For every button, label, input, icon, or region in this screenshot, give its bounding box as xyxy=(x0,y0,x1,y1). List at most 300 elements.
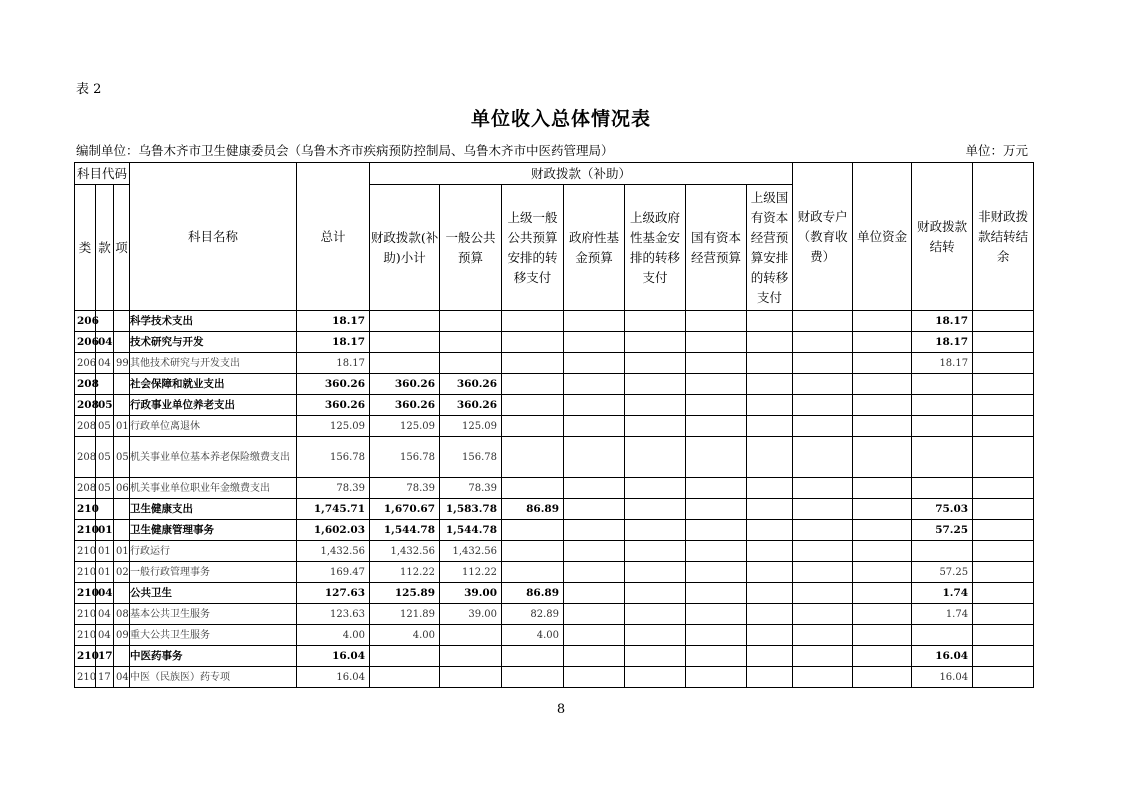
cell-col-9 xyxy=(853,437,912,478)
cell-col-1: 360.26 xyxy=(370,374,440,395)
cell-total: 18.17 xyxy=(297,332,370,353)
cell-col-2: 112.22 xyxy=(440,562,502,583)
cell-subject-name: 中医（民族医）药专项 xyxy=(130,667,297,688)
cell-xiang xyxy=(114,520,130,541)
cell-col-7 xyxy=(747,416,793,437)
cell-lei: 210 xyxy=(75,667,96,688)
cell-col-2 xyxy=(440,646,502,667)
cell-col-11 xyxy=(973,395,1034,416)
cell-subject-name: 一般行政管理事务 xyxy=(130,562,297,583)
cell-col-6 xyxy=(686,353,747,374)
cell-col-11 xyxy=(973,416,1034,437)
cell-col-3 xyxy=(502,374,564,395)
cell-col-9 xyxy=(853,646,912,667)
table-row xyxy=(75,562,1034,583)
cell-col-8 xyxy=(793,625,853,646)
cell-subject-name: 公共卫生 xyxy=(130,583,297,604)
cell-col-2: 1,432.56 xyxy=(440,541,502,562)
cell-col-2: 78.39 xyxy=(440,478,502,499)
cell-col-10 xyxy=(912,374,973,395)
cell-total: 1,602.03 xyxy=(297,520,370,541)
cell-col-10: 1.74 xyxy=(912,604,973,625)
cell-col-8 xyxy=(793,604,853,625)
cell-col-6 xyxy=(686,332,747,353)
cell-col-7 xyxy=(747,562,793,583)
cell-col-8 xyxy=(793,311,853,332)
cell-col-10: 57.25 xyxy=(912,562,973,583)
cell-col-5 xyxy=(625,499,686,520)
cell-total: 1,745.71 xyxy=(297,499,370,520)
cell-col-5 xyxy=(625,332,686,353)
cell-col-2: 1,544.78 xyxy=(440,520,502,541)
header-general-budget: 一般公共预算 xyxy=(440,185,502,311)
cell-col-9 xyxy=(853,311,912,332)
cell-xiang xyxy=(114,646,130,667)
cell-col-4 xyxy=(564,625,625,646)
table-row xyxy=(75,416,1034,437)
table-row xyxy=(75,541,1034,562)
cell-col-1: 4.00 xyxy=(370,625,440,646)
cell-col-1: 360.26 xyxy=(370,395,440,416)
cell-col-8 xyxy=(793,646,853,667)
cell-col-10 xyxy=(912,416,973,437)
cell-col-4 xyxy=(564,437,625,478)
cell-col-9 xyxy=(853,353,912,374)
cell-col-3 xyxy=(502,646,564,667)
cell-lei: 210 xyxy=(75,625,96,646)
cell-col-1: 112.22 xyxy=(370,562,440,583)
cell-lei: 208 xyxy=(75,395,96,416)
cell-col-7 xyxy=(747,437,793,478)
cell-col-4 xyxy=(564,332,625,353)
cell-lei: 210 xyxy=(75,520,96,541)
cell-col-6 xyxy=(686,478,747,499)
cell-subject-name: 技术研究与开发 xyxy=(130,332,297,353)
cell-col-9 xyxy=(853,374,912,395)
cell-col-7 xyxy=(747,311,793,332)
cell-col-2: 39.00 xyxy=(440,604,502,625)
cell-total: 16.04 xyxy=(297,667,370,688)
cell-col-5 xyxy=(625,583,686,604)
cell-col-10: 75.03 xyxy=(912,499,973,520)
cell-col-7 xyxy=(747,353,793,374)
cell-xiang xyxy=(114,332,130,353)
cell-col-4 xyxy=(564,311,625,332)
cell-kuan: 01 xyxy=(96,541,114,562)
cell-col-11 xyxy=(973,353,1034,374)
cell-col-9 xyxy=(853,541,912,562)
cell-lei: 208 xyxy=(75,437,96,478)
header-subject-name: 科目名称 xyxy=(130,163,297,311)
cell-col-3 xyxy=(502,332,564,353)
cell-col-3 xyxy=(502,416,564,437)
cell-col-2: 360.26 xyxy=(440,395,502,416)
cell-xiang: 06 xyxy=(114,478,130,499)
cell-col-2: 39.00 xyxy=(440,583,502,604)
cell-lei: 210 xyxy=(75,499,96,520)
cell-col-6 xyxy=(686,604,747,625)
cell-col-6 xyxy=(686,499,747,520)
cell-col-1 xyxy=(370,646,440,667)
table-body xyxy=(75,311,1034,688)
cell-col-10 xyxy=(912,541,973,562)
cell-kuan: 05 xyxy=(96,416,114,437)
cell-col-6 xyxy=(686,583,747,604)
cell-col-3 xyxy=(502,311,564,332)
cell-col-6 xyxy=(686,646,747,667)
cell-col-8 xyxy=(793,667,853,688)
cell-col-2 xyxy=(440,667,502,688)
table-number: 表 2 xyxy=(76,82,102,97)
cell-col-10: 18.17 xyxy=(912,332,973,353)
cell-col-5 xyxy=(625,541,686,562)
cell-xiang: 08 xyxy=(114,604,130,625)
cell-col-7 xyxy=(747,583,793,604)
cell-col-11 xyxy=(973,541,1034,562)
cell-subject-name: 科学技术支出 xyxy=(130,311,297,332)
cell-total: 123.63 xyxy=(297,604,370,625)
cell-col-7 xyxy=(747,646,793,667)
cell-col-6 xyxy=(686,437,747,478)
cell-col-4 xyxy=(564,395,625,416)
cell-col-10: 18.17 xyxy=(912,311,973,332)
cell-col-11 xyxy=(973,583,1034,604)
cell-col-8 xyxy=(793,541,853,562)
cell-col-1: 121.89 xyxy=(370,604,440,625)
table-row xyxy=(75,353,1034,374)
cell-kuan: 05 xyxy=(96,478,114,499)
cell-col-4 xyxy=(564,520,625,541)
cell-lei: 206 xyxy=(75,332,96,353)
cell-col-4 xyxy=(564,604,625,625)
cell-xiang xyxy=(114,499,130,520)
header-upper-gov-fund: 上级政府性基金安排的转移支付 xyxy=(625,185,686,311)
income-table xyxy=(74,162,1034,688)
cell-col-8 xyxy=(793,520,853,541)
cell-col-9 xyxy=(853,395,912,416)
cell-xiang xyxy=(114,583,130,604)
cell-col-5 xyxy=(625,353,686,374)
table-row xyxy=(75,437,1034,478)
cell-xiang: 01 xyxy=(114,416,130,437)
cell-col-1: 78.39 xyxy=(370,478,440,499)
page-title: 单位收入总体情况表 xyxy=(470,108,651,130)
cell-col-11 xyxy=(973,562,1034,583)
cell-kuan: 01 xyxy=(96,520,114,541)
header-upper-state-capital: 上级国有资本经营预算安排的转移支付 xyxy=(747,185,793,311)
cell-col-6 xyxy=(686,311,747,332)
cell-total: 4.00 xyxy=(297,625,370,646)
cell-col-11 xyxy=(973,437,1034,478)
cell-col-10: 18.17 xyxy=(912,353,973,374)
header-state-capital: 国有资本经营预算 xyxy=(686,185,747,311)
cell-col-9 xyxy=(853,625,912,646)
cell-col-10 xyxy=(912,625,973,646)
cell-col-9 xyxy=(853,604,912,625)
cell-lei: 210 xyxy=(75,583,96,604)
cell-col-2: 125.09 xyxy=(440,416,502,437)
cell-col-2: 1,583.78 xyxy=(440,499,502,520)
table-row xyxy=(75,625,1034,646)
table-row xyxy=(75,374,1034,395)
cell-kuan: 05 xyxy=(96,437,114,478)
cell-col-3 xyxy=(502,667,564,688)
cell-col-9 xyxy=(853,520,912,541)
cell-subject-name: 中医药事务 xyxy=(130,646,297,667)
cell-col-2: 360.26 xyxy=(440,374,502,395)
cell-col-5 xyxy=(625,374,686,395)
cell-col-1: 1,670.67 xyxy=(370,499,440,520)
cell-col-7 xyxy=(747,499,793,520)
cell-col-6 xyxy=(686,562,747,583)
cell-col-1 xyxy=(370,332,440,353)
cell-col-8 xyxy=(793,332,853,353)
header-nonfiscal-carryover: 非财政拨款结转结余 xyxy=(973,163,1034,311)
cell-lei: 208 xyxy=(75,416,96,437)
cell-col-9 xyxy=(853,478,912,499)
cell-col-7 xyxy=(747,625,793,646)
cell-col-4 xyxy=(564,562,625,583)
cell-col-9 xyxy=(853,667,912,688)
cell-col-5 xyxy=(625,667,686,688)
cell-kuan: 01 xyxy=(96,562,114,583)
cell-subject-name: 行政运行 xyxy=(130,541,297,562)
table-row xyxy=(75,332,1034,353)
cell-col-11 xyxy=(973,499,1034,520)
header-lei: 类 xyxy=(75,185,96,311)
cell-col-3 xyxy=(502,520,564,541)
cell-col-6 xyxy=(686,667,747,688)
cell-col-2 xyxy=(440,353,502,374)
cell-kuan: 05 xyxy=(96,395,114,416)
cell-xiang: 09 xyxy=(114,625,130,646)
cell-col-10: 16.04 xyxy=(912,667,973,688)
cell-subject-name: 行政单位离退休 xyxy=(130,416,297,437)
cell-total: 360.26 xyxy=(297,374,370,395)
cell-lei: 210 xyxy=(75,646,96,667)
cell-col-3 xyxy=(502,395,564,416)
cell-lei: 208 xyxy=(75,374,96,395)
cell-col-1 xyxy=(370,353,440,374)
cell-total: 18.17 xyxy=(297,353,370,374)
cell-xiang: 01 xyxy=(114,541,130,562)
cell-col-11 xyxy=(973,646,1034,667)
cell-total: 78.39 xyxy=(297,478,370,499)
cell-col-10: 16.04 xyxy=(912,646,973,667)
cell-col-5 xyxy=(625,520,686,541)
cell-lei: 206 xyxy=(75,353,96,374)
cell-col-5 xyxy=(625,646,686,667)
cell-col-8 xyxy=(793,499,853,520)
cell-col-9 xyxy=(853,583,912,604)
cell-col-11 xyxy=(973,311,1034,332)
cell-col-3 xyxy=(502,478,564,499)
cell-col-3: 82.89 xyxy=(502,604,564,625)
cell-kuan: 04 xyxy=(96,332,114,353)
table-row xyxy=(75,646,1034,667)
cell-col-8 xyxy=(793,374,853,395)
page-number: 8 xyxy=(556,702,566,717)
cell-col-6 xyxy=(686,416,747,437)
cell-col-10 xyxy=(912,437,973,478)
cell-col-7 xyxy=(747,520,793,541)
table-row xyxy=(75,311,1034,332)
cell-xiang: 05 xyxy=(114,437,130,478)
cell-col-8 xyxy=(793,353,853,374)
cell-col-11 xyxy=(973,667,1034,688)
cell-col-11 xyxy=(973,332,1034,353)
cell-col-1: 1,432.56 xyxy=(370,541,440,562)
cell-total: 1,432.56 xyxy=(297,541,370,562)
cell-col-4 xyxy=(564,416,625,437)
header-fiscal-group: 财政拨款（补助） xyxy=(370,163,793,185)
cell-xiang xyxy=(114,395,130,416)
cell-col-9 xyxy=(853,499,912,520)
cell-col-3 xyxy=(502,437,564,478)
cell-col-7 xyxy=(747,374,793,395)
cell-col-5 xyxy=(625,604,686,625)
cell-col-10 xyxy=(912,478,973,499)
header-fiscal-carryover: 财政拨款结转 xyxy=(912,163,973,311)
cell-col-6 xyxy=(686,520,747,541)
cell-col-10: 1.74 xyxy=(912,583,973,604)
cell-col-1: 125.89 xyxy=(370,583,440,604)
header-gov-fund: 政府性基金预算 xyxy=(564,185,625,311)
cell-col-5 xyxy=(625,437,686,478)
cell-col-3 xyxy=(502,562,564,583)
cell-col-5 xyxy=(625,395,686,416)
header-upper-general: 上级一般公共预算安排的转移支付 xyxy=(502,185,564,311)
cell-lei: 206 xyxy=(75,311,96,332)
cell-col-3 xyxy=(502,541,564,562)
cell-col-5 xyxy=(625,562,686,583)
cell-col-4 xyxy=(564,374,625,395)
cell-col-2 xyxy=(440,311,502,332)
cell-kuan: 04 xyxy=(96,604,114,625)
cell-col-11 xyxy=(973,478,1034,499)
cell-subject-name: 行政事业单位养老支出 xyxy=(130,395,297,416)
header-total: 总计 xyxy=(297,163,370,311)
cell-col-8 xyxy=(793,478,853,499)
cell-col-5 xyxy=(625,625,686,646)
cell-xiang xyxy=(114,374,130,395)
cell-col-1: 1,544.78 xyxy=(370,520,440,541)
cell-col-7 xyxy=(747,667,793,688)
organization-label: 编制单位：乌鲁木齐市卫生健康委员会（乌鲁木齐市疾病预防控制局、乌鲁木齐市中医药管理局） xyxy=(76,143,614,158)
header-fiscal-subtotal: 财政拨款(补助)小计 xyxy=(370,185,440,311)
cell-col-4 xyxy=(564,667,625,688)
cell-col-1 xyxy=(370,311,440,332)
cell-lei: 210 xyxy=(75,562,96,583)
table-row xyxy=(75,667,1034,688)
cell-col-8 xyxy=(793,562,853,583)
cell-kuan: 17 xyxy=(96,667,114,688)
cell-col-6 xyxy=(686,374,747,395)
unit-label: 单位：万元 xyxy=(965,143,1028,158)
cell-col-7 xyxy=(747,332,793,353)
table-row xyxy=(75,395,1034,416)
cell-subject-name: 基本公共卫生服务 xyxy=(130,604,297,625)
cell-col-7 xyxy=(747,541,793,562)
cell-total: 360.26 xyxy=(297,395,370,416)
cell-col-11 xyxy=(973,374,1034,395)
cell-lei: 210 xyxy=(75,541,96,562)
header-unit-funds: 单位资金 xyxy=(853,163,912,311)
cell-col-8 xyxy=(793,416,853,437)
cell-lei: 208 xyxy=(75,478,96,499)
cell-total: 16.04 xyxy=(297,646,370,667)
cell-col-2 xyxy=(440,332,502,353)
cell-subject-name: 卫生健康支出 xyxy=(130,499,297,520)
cell-total: 18.17 xyxy=(297,311,370,332)
cell-col-6 xyxy=(686,541,747,562)
table-row xyxy=(75,478,1034,499)
table-row xyxy=(75,520,1034,541)
cell-xiang: 04 xyxy=(114,667,130,688)
cell-col-5 xyxy=(625,478,686,499)
cell-subject-name: 其他技术研究与开发支出 xyxy=(130,353,297,374)
cell-col-1: 125.09 xyxy=(370,416,440,437)
cell-col-11 xyxy=(973,625,1034,646)
cell-col-4 xyxy=(564,499,625,520)
cell-col-5 xyxy=(625,311,686,332)
cell-subject-name: 机关事业单位职业年金缴费支出 xyxy=(130,478,297,499)
cell-col-11 xyxy=(973,604,1034,625)
cell-xiang: 02 xyxy=(114,562,130,583)
cell-col-10 xyxy=(912,395,973,416)
cell-total: 169.47 xyxy=(297,562,370,583)
cell-total: 156.78 xyxy=(297,437,370,478)
cell-col-1 xyxy=(370,667,440,688)
cell-kuan: 17 xyxy=(96,646,114,667)
cell-col-4 xyxy=(564,646,625,667)
cell-kuan: 04 xyxy=(96,353,114,374)
cell-xiang: 99 xyxy=(114,353,130,374)
cell-col-3: 86.89 xyxy=(502,499,564,520)
cell-subject-name: 社会保障和就业支出 xyxy=(130,374,297,395)
cell-col-6 xyxy=(686,625,747,646)
cell-xiang xyxy=(114,311,130,332)
cell-subject-name: 机关事业单位基本养老保险缴费支出 xyxy=(130,437,297,478)
cell-col-3 xyxy=(502,353,564,374)
cell-col-2: 156.78 xyxy=(440,437,502,478)
cell-kuan: 04 xyxy=(96,583,114,604)
table-row xyxy=(75,583,1034,604)
cell-col-4 xyxy=(564,583,625,604)
cell-total: 127.63 xyxy=(297,583,370,604)
cell-col-9 xyxy=(853,332,912,353)
cell-col-2 xyxy=(440,625,502,646)
cell-col-3: 4.00 xyxy=(502,625,564,646)
cell-col-10: 57.25 xyxy=(912,520,973,541)
cell-col-8 xyxy=(793,437,853,478)
header-fiscal-special: 财政专户（教育收费） xyxy=(793,163,853,311)
cell-total: 125.09 xyxy=(297,416,370,437)
cell-subject-name: 卫生健康管理事务 xyxy=(130,520,297,541)
header-subject-code: 科目代码 xyxy=(75,163,130,185)
table-row xyxy=(75,604,1034,625)
header-kuan: 款 xyxy=(96,185,114,311)
cell-col-5 xyxy=(625,416,686,437)
cell-col-7 xyxy=(747,395,793,416)
cell-col-11 xyxy=(973,520,1034,541)
cell-col-3: 86.89 xyxy=(502,583,564,604)
cell-kuan: 04 xyxy=(96,625,114,646)
cell-col-7 xyxy=(747,478,793,499)
cell-col-7 xyxy=(747,604,793,625)
cell-col-1: 156.78 xyxy=(370,437,440,478)
header-xiang: 项 xyxy=(114,185,130,311)
